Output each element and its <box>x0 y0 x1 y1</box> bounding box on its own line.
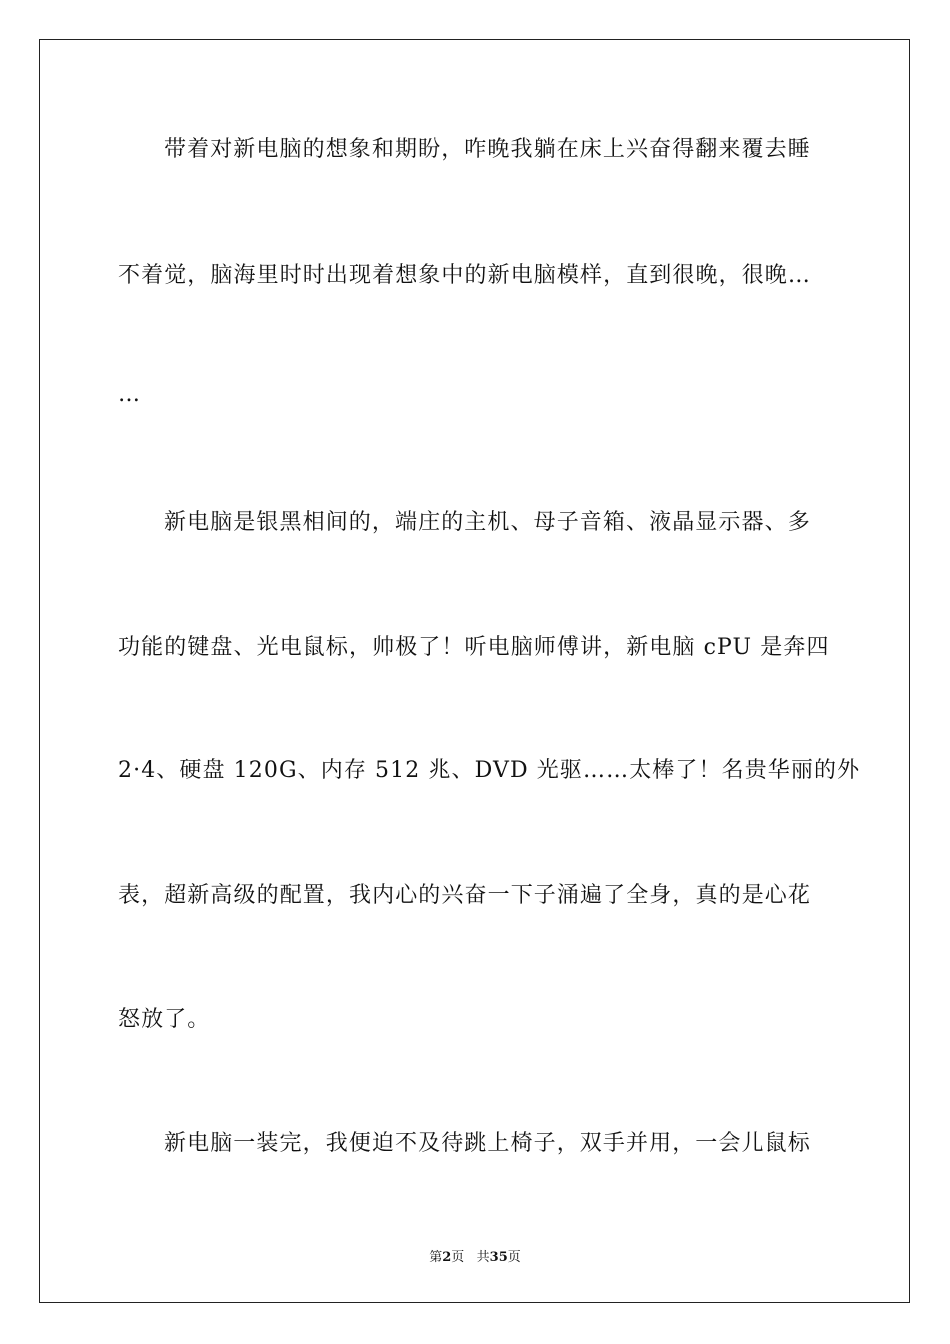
paragraph-2-line-2: 功能的键盘、光电鼠标，帅极了！听电脑师傅讲，新电脑 cPU 是奔四 <box>118 635 830 660</box>
footer-prefix: 第 <box>429 1250 443 1265</box>
paragraph-2-line-5: 怒放了。 <box>118 1007 211 1032</box>
footer-page-number: 2 <box>442 1250 452 1265</box>
page-border <box>39 39 910 1303</box>
footer-total-pages: 35 <box>489 1250 508 1265</box>
paragraph-1-line-2: 不着觉，脑海里时时出现着想象中的新电脑模样，直到很晚，很晚… <box>118 263 812 288</box>
paragraph-2-line-1: 新电脑是银黑相间的，端庄的主机、母子音箱、液晶显示器、多 <box>164 510 811 535</box>
paragraph-1-line-1: 带着对新电脑的想象和期盼，咋晚我躺在床上兴奋得翻来覆去睡 <box>164 137 811 162</box>
paragraph-3-line-1: 新电脑一装完，我便迫不及待跳上椅子，双手并用，一会儿鼠标 <box>164 1131 811 1156</box>
paragraph-2-line-4: 表，超新高级的配置，我内心的兴奋一下子涌遍了全身，真的是心花 <box>118 883 812 908</box>
paragraph-1-line-3: … <box>118 382 142 407</box>
page-footer <box>0 1246 950 1265</box>
paragraph-2-line-3: 2·4、硬盘 120G、内存 512 兆、DVD 光驱……太棒了！名贵华丽的外 <box>118 758 861 783</box>
footer-suffix: 页 <box>507 1250 521 1265</box>
footer-mid: 页 共 <box>451 1250 490 1265</box>
